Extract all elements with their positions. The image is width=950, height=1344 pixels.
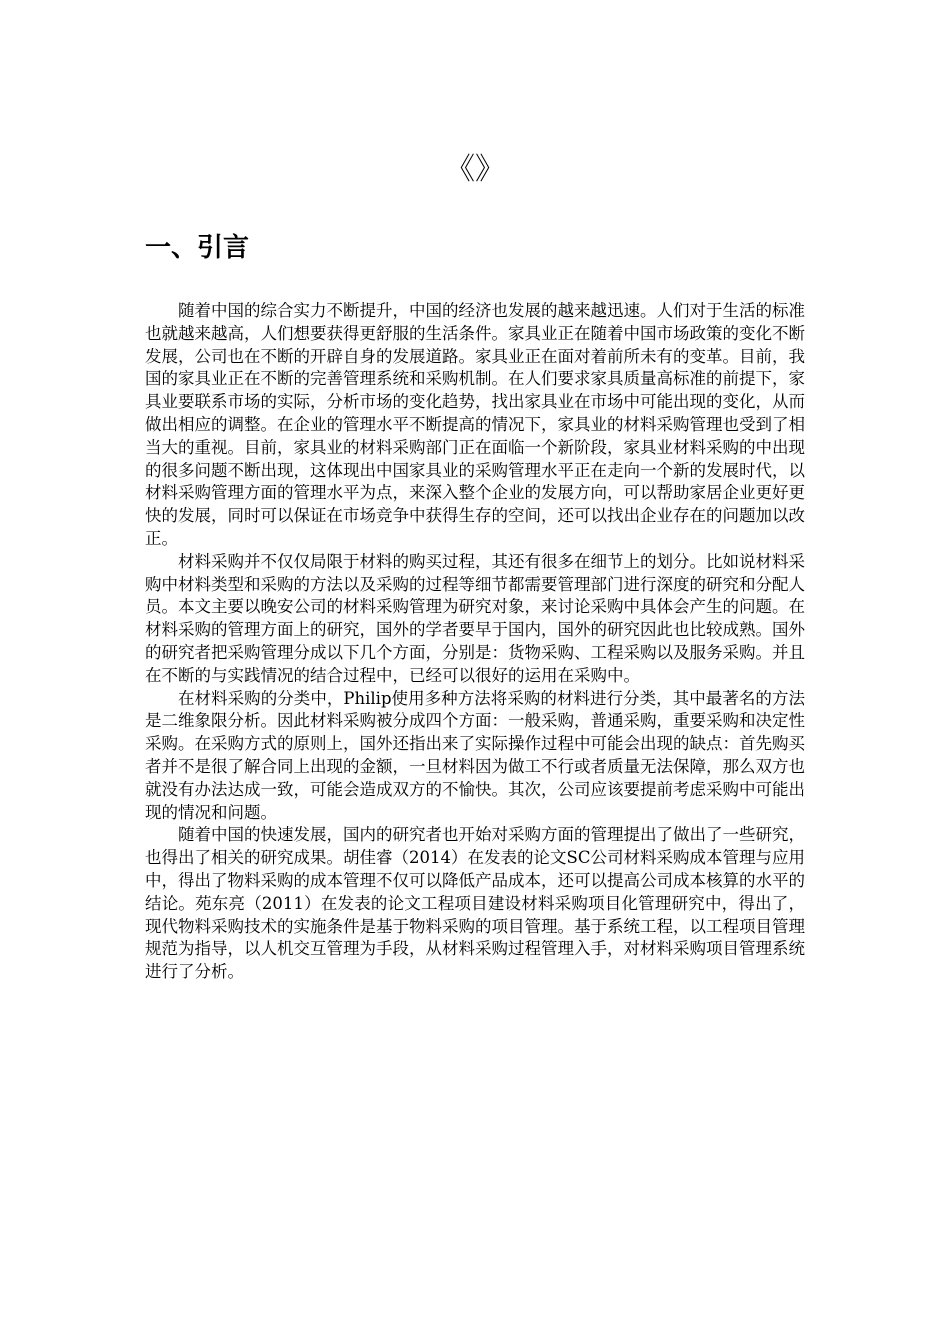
paragraph-1: 随着中国的综合实力不断提升，中国的经济也发展的越来越迅速。人们对于生活的标准也就越来越高，人们想要获得更舒服的生活条件。家具业正在随着中国市场政策的变化不断发展，公司也在不断的开辟自身的发展道路。家具业正在面对着前所未有的变革。目前，我国的家具业正在不断的完善管理系统和采购机制。在人们要求家具质量高标准的前提下，家具业要联系市场的实际，分析市场的变化趋势，找出家具业在市场中可能出现的变化，从而做出相应的调整。在企业的管理水平不断提高的情况下，家具业的材料采购管理也受到了相当大的重视。目前，家具业的材料采购部门正在面临一个新阶段，家具业材料采购的中出现的很多问题不断出现，这体现出中国家具业的采购管理水平正在走向一个新的发展时代，以材料采购管理方面的管理水平为点，来深入整个企业的发展方向，可以帮助家居企业更好更快的发展，同时可以保证在市场竞争中获得生存的空间，还可以找出企业存在的问题加以改正。: [145, 301, 805, 548]
paragraph-2: 材料采购并不仅仅局限于材料的购买过程，其还有很多在细节上的划分。比如说材料采购中材料类型和采购的方法以及采购的过程等细节都需要管理部门进行深度的研究和分配人员。本文主要以晚安公司的材料采购管理为研究对象，来讨论采购中具体会产生的问题。在材料采购的管理方面上的研究，国外的学者要早于国内，国外的研究因此也比较成熟。国外的研究者把采购管理分成以下几个方面，分别是：货物采购、工程采购以及服务采购。并且在不断的与实践情况的结合过程中，已经可以很好的运用在采购中。: [145, 551, 805, 685]
paragraph-4: 随着中国的快速发展，国内的研究者也开始对采购方面的管理提出了做出了一些研究，也得出了相关的研究成果。胡佳睿（2014）在发表的论文SC公司材料采购成本管理与应用中，得出了物料采购的成本管理不仅可以降低产品成本，还可以提高公司成本核算的水平的结论。苑东亮（2011）在发表的论文工程项目建设材料采购项目化管理研究中，得出了，现代物料采购技术的实施条件是基于物料采购的项目管理。基于系统工程，以工程项目管理规范为指导，以人机交互管理为手段，从材料采购过程管理入手，对材料采购项目管理系统进行了分析。: [145, 825, 805, 982]
section-heading: 一、引言: [145, 233, 250, 263]
document-title: 《》: [445, 152, 505, 187]
paragraph-3: 在材料采购的分类中，Philip使用多种方法将采购的材料进行分类，其中最著名的方法是二维象限分析。因此材料采购被分成四个方面：一般采购，普通采购，重要采购和决定性采购。在采购方式的原则上，国外还指出来了实际操作过程中可能会出现的缺点：首先购买者并不是很了解合同上出现的金额，一旦材料因为做工不行或者质量无法保障，那么双方也就没有办法达成一致，可能会造成双方的不愉快。其次，公司应该要提前考虑采购中可能出现的情况和问题。: [145, 688, 805, 822]
document-body: [145, 300, 805, 984]
